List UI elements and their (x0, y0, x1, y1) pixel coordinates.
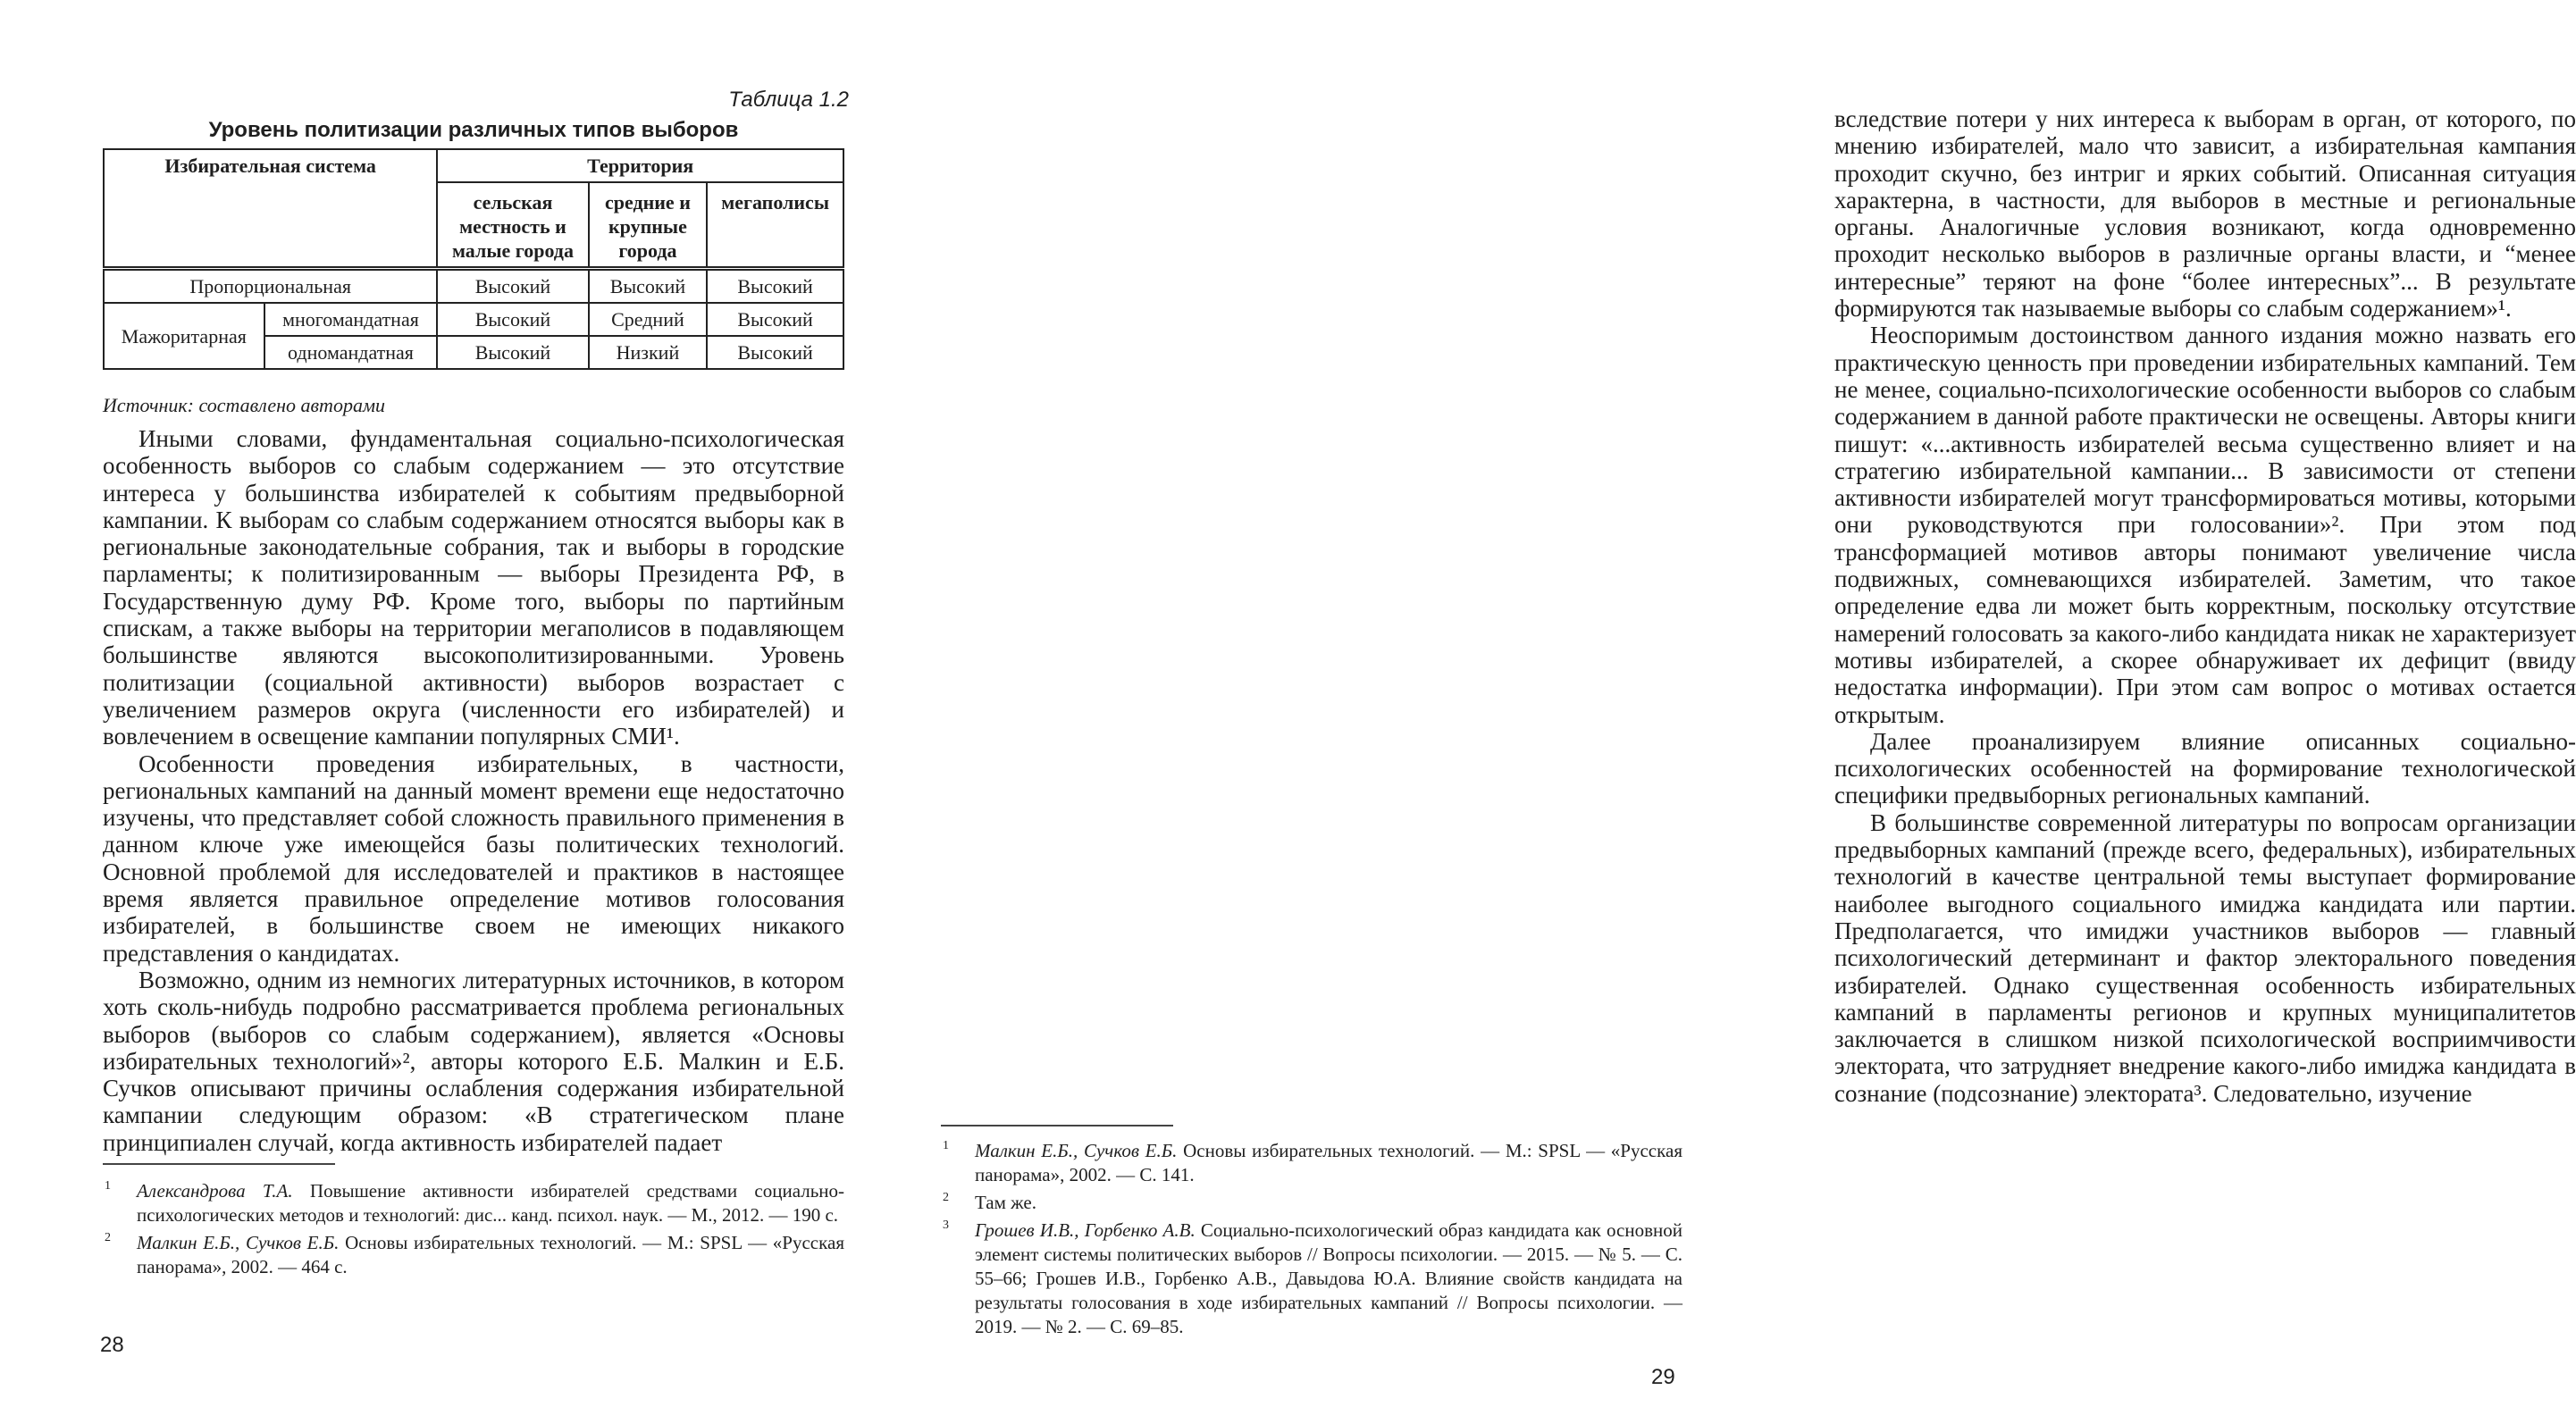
cell-mega: Высокий (707, 303, 843, 336)
footnote (941, 1139, 1682, 1187)
cell-medium: Низкий (589, 336, 708, 369)
footnote-author: Александрова Т.А. (137, 1180, 293, 1202)
cell-medium: Высокий (589, 269, 708, 304)
footnote-author: Малкин Е.Б., Сучков Е.Б. (975, 1140, 1178, 1161)
paragraph: Далее проанализируем влияние описанных социально-психологических особенностей на формирование технологической специфики предвыборных региональных кампаний. (1834, 727, 2576, 809)
left-page (0, 0, 894, 1407)
page-number: 28 (100, 1333, 124, 1357)
cell-rural: Высокий (437, 336, 588, 369)
footnote-mark: 3 (943, 1219, 949, 1232)
paragraph: Особенности проведения избирательных, в частности, региональных кампаний на данный момент времени еще недостаточно изучены, что представляет собой сложность правильного применения в данном ключе уже имеющейся базы политических технологий. Основной проблемой для исследователей и практиков в настоящее время является правильное определение мотивов голосования избирателей, в большинстве своем не имеющих никакого представления о кандидатах. (103, 750, 844, 967)
footnote-divider (941, 1125, 1173, 1126)
footnote-divider (103, 1163, 335, 1165)
row-label: Пропорциональная (104, 269, 437, 304)
left-footnotes (103, 1179, 844, 1283)
table-row (104, 269, 843, 304)
right-footnotes (941, 1139, 1682, 1343)
paragraph: Иными словами, фундаментальная социально-психологическая особенность выборов со слабым содержанием — это отсутствие интереса у большинства избирателей к событиям предвыборной кампании. К выборам со слабым содержанием относятся выборы как в региональные законодательные собрания, так и выборы в городские парламенты; к политизированным — выборы Президента РФ, в Государственную думу РФ. Кроме того, выборы по партийным спискам, а также выборы на территории мегаполисов в подавляющем большинстве являются высокополитизированными. Уровень политизации (социальной активности) выборов возрастает с увеличением размеров округа (численности его избирателей) и вовлечением в освещение кампании популярных СМИ¹. (103, 425, 844, 750)
politicization-table (103, 148, 844, 370)
footnote-text: Основы избирательных технологий. — М.: SPSL — «Русская панорама», 2002. — 464 с. (137, 1232, 844, 1277)
table-source: Источник: составлено авторами (103, 394, 385, 416)
paragraph: Возможно, одним из немногих литературных источников, в котором хоть сколь-нибудь подробно рассматривается проблема региональных выборов (выборов со слабым содержанием), является «Основы избирательных технологий»², авторы которого Е.Б. Малкин и Е.Б. Сучков описывают причины ослабления содержания избирательной кампании следующим образом: «В стратегическом плане принципиален случай, когда активность избирателей падает (103, 966, 844, 1156)
table-title: Уровень политизации различных типов выборов (208, 118, 739, 142)
footnote-text: Социально-психологический образ кандидата как основной элемент системы политических выборов // Вопросы психологии. — 2015. — № 5. — С. 55–66; Грошев И.В., Горбенко А.В., Давыдова Ю.А. Влияние свойств кандидата на результаты голосования в ходе избирательных кампаний // Вопросы психологии. — 2019. — № 2. — С. 69–85. (975, 1219, 1683, 1337)
table-row (104, 303, 843, 336)
footnote-text: Основы избирательных технологий. — М.: SPSL — «Русская панорама», 2002. — С. 141. (975, 1140, 1682, 1185)
footnote-text: Повышение активности избирателей средствами социально-психологических методов и технологий: дис... канд. психол. наук. — М., 2012. — 190 с. (137, 1180, 845, 1226)
right-body-text (1834, 105, 2576, 1107)
cell-rural: Высокий (437, 269, 588, 304)
paragraph: Неоспоримым достоинством данного издания можно назвать его практическую ценность при проведении избирательных кампаний. Тем не менее, социально-психологические особенности выборов со слабым содержанием в данной работе практически не освещены. Авторы книги пишут: «...активность избирателей весьма существенно влияет и на стратегию избирательной кампании... В зависимости от степени активности избирателей могут трансформироваться мотивы, которыми они руководствуются при голосовании»². При этом под трансформацией мотивов авторы понимают увеличение числа подвижных, сомневающихся избирателей. Заметим, что такое определение едва ли может быть корректным, поскольку отсутствие намерений голосовать за какого-либо кандидата никак не характеризует мотивы избирателей, а скорее обнаруживает их дефицит (ввиду недостатка информации). При этом сам вопрос о мотивах остается открытым. (1834, 322, 2576, 728)
footnote (941, 1219, 1682, 1339)
cell-medium: Средний (589, 303, 708, 336)
page-number: 29 (1651, 1365, 1675, 1389)
row-label: Мажоритарная (104, 303, 264, 369)
header-rural: сельская местность и малые города (437, 182, 588, 269)
paragraph: В большинстве современной литературы по вопросам организации предвыборных кампаний (прежде всего, федеральных), избирательных технологий в качестве центральной темы выступает формирование наиболее выгодного социального имиджа кандидата или партии. Предполагается, что имиджи участников выборов — главный психологический детерминант и фактор электорального поведения избирателей. Однако существенная особенность избирательных кампаний в парламенты регионов и крупных муниципалитетов заключается в слишком низкой психологической восприимчивости электората, что затрудняет внедрение какого-либо имиджа кандидата в сознание (подсознание) электората³. Следовательно, изучение (1834, 808, 2576, 1107)
footnote-author: Грошев И.В., Горбенко А.В. (975, 1219, 1196, 1241)
cell-rural: Высокий (437, 303, 588, 336)
header-system: Избирательная система (104, 149, 437, 269)
table-number: Таблица 1.2 (728, 88, 849, 112)
header-mega: мегаполисы (707, 182, 843, 269)
row-sublabel: многомандатная (264, 303, 438, 336)
header-medium: средние и крупные города (589, 182, 708, 269)
footnote (103, 1231, 844, 1279)
footnote-mark: 2 (943, 1191, 949, 1204)
cell-mega: Высокий (707, 336, 843, 369)
cell-mega: Высокий (707, 269, 843, 304)
footnote (103, 1179, 844, 1227)
left-body-text (103, 425, 844, 1156)
footnote (941, 1191, 1682, 1215)
footnote-author: Малкин Е.Б., Сучков Е.Б. (137, 1232, 340, 1253)
header-territory: Территория (437, 149, 843, 182)
paragraph: вследствие потери у них интереса к выборам в орган, от которого, по мнению избирателей, мало что зависит, а избирательная кампания проходит скучно, без интриг и ярких событий. Описанная ситуация характерна, в частности, для выборов в местные и региональные органы. Аналогичные условия возникают, когда одновременно проходит несколько выборов в различные органы власти, и “менее интересные” теряют на фоне “более интересных”... В результате формируются так называемые выборы со слабым содержанием»¹. (1834, 105, 2576, 322)
footnote-text: Там же. (975, 1192, 1036, 1213)
row-sublabel: одномандатная (264, 336, 438, 369)
footnote-mark: 1 (105, 1179, 111, 1193)
footnote-mark: 2 (105, 1231, 111, 1244)
footnote-mark: 1 (943, 1139, 949, 1152)
